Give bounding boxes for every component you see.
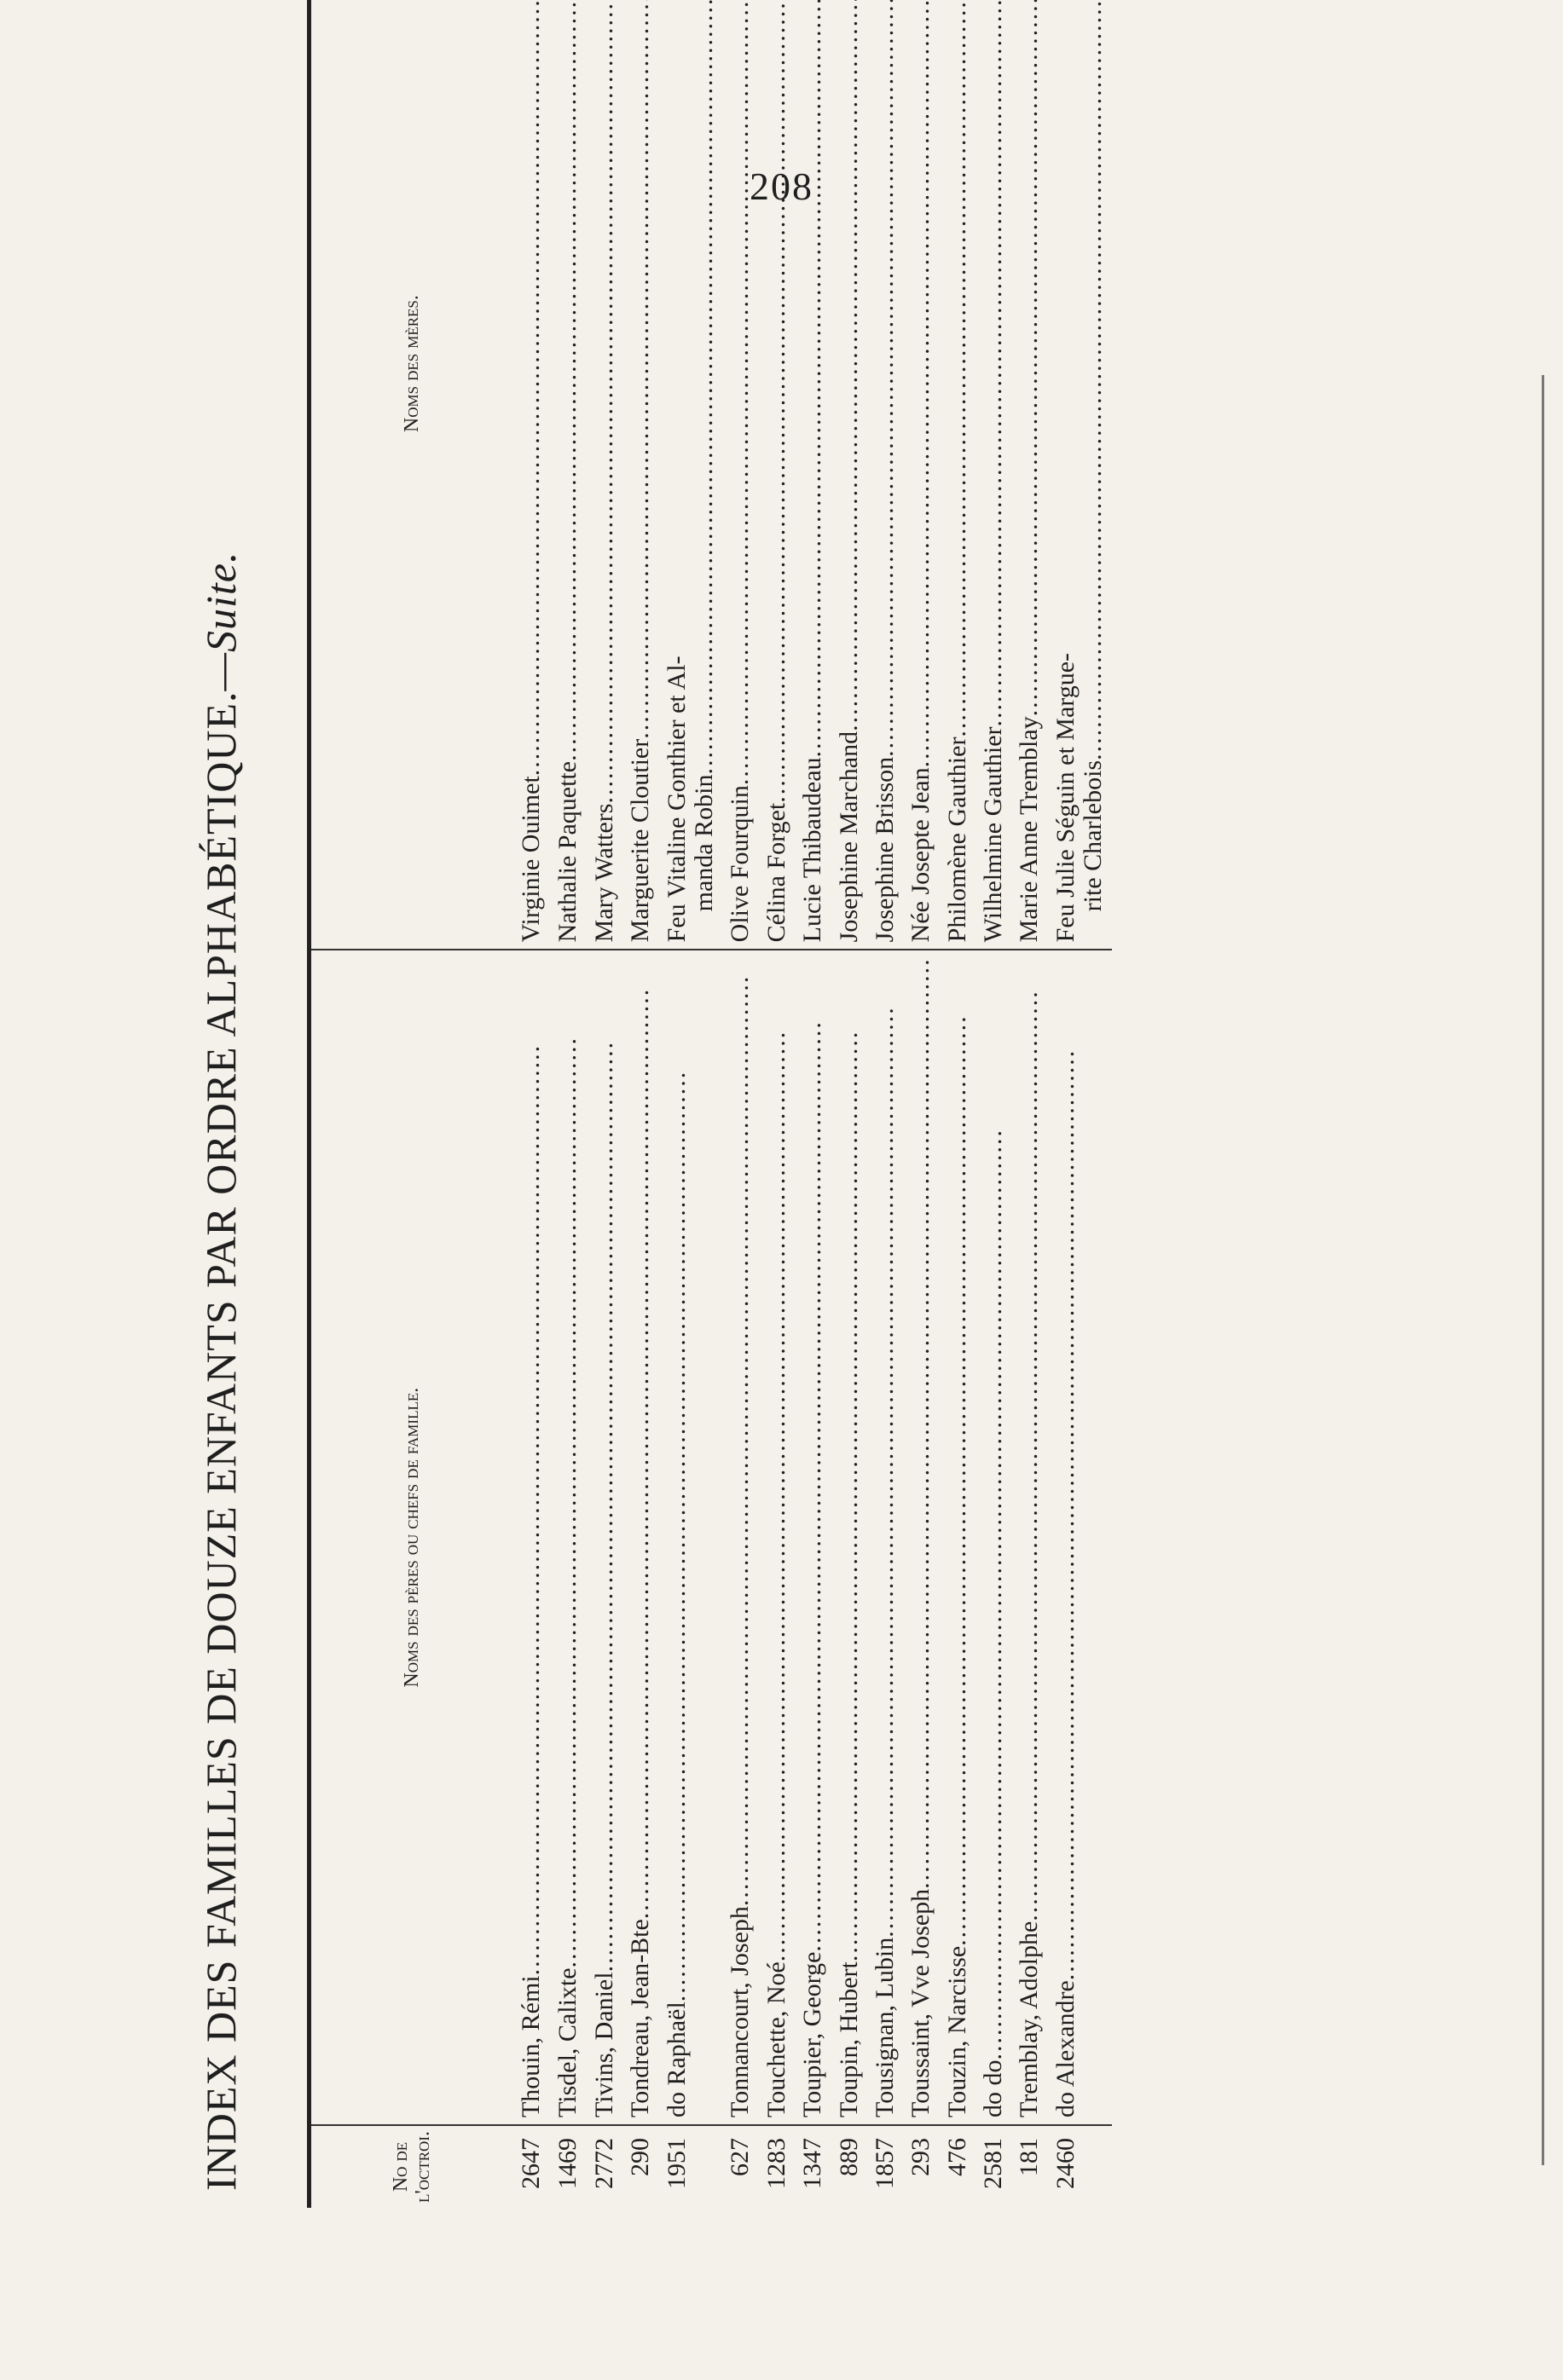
mother-name-continued: manda Robin [689,774,718,912]
grant-number: 1347 [798,2138,827,2190]
table-row [1048,0,1112,2208]
mother-name: Wilhelmine Gauthier [979,726,1008,943]
mother-name: Josephine Brisson [870,756,899,943]
father-name: Tremblay, Adolphe [1015,1921,1044,2118]
father-name: Toussaint, Vve Joseph [906,1888,935,2118]
father-name: Tivins, Daniel [589,1972,618,2118]
rotated-table-block [145,222,1441,2208]
grant-number: 2772 [589,2138,618,2190]
grant-number: 181 [1015,2138,1044,2177]
table-row [622,0,658,2208]
father-name: Toupin, Hubert [834,1961,863,2118]
table-row [831,0,867,2208]
mother-name: Virginie Ouimet [517,776,545,943]
father-name: do Alexandre [1051,1980,1080,2118]
table-row [1011,0,1047,2208]
father-name: Tonnancourt, Joseph [726,1906,755,2118]
table-row [759,0,795,2208]
father-name: do Raphaël [662,2002,691,2118]
table-row [550,0,586,2208]
table-row [513,0,550,2208]
grant-number: 627 [726,2138,755,2177]
title-suffix: —Suite. [197,551,245,691]
table-row [975,0,1011,2208]
table-row [659,0,723,2208]
page-number: 208 [750,165,813,208]
mother-name: Marguerite Cloutier [626,738,655,943]
father-name: Thouin, Rémi [517,1975,545,2118]
father-name: Toupier, George [798,1951,827,2118]
mother-name: Olive Fourquin [726,785,755,943]
father-name: Touzin, Narcisse [942,1945,971,2118]
grant-number: 889 [834,2138,863,2177]
grant-number: 293 [906,2138,935,2177]
grant-number: 2460 [1051,2138,1080,2190]
mother-name: Mary Watters [589,803,618,943]
table-row [940,0,975,2208]
header-no-octroi: No de l'octroi. [389,2131,434,2203]
table-row [722,0,758,2208]
father-name: do do [979,2059,1008,2118]
father-name: Touchette, Noé [761,1961,790,2118]
mother-name: Marie Anne Tremblay [1015,716,1044,943]
title-block [145,222,307,2208]
father-name: Tisdel, Calixte [553,1967,582,2118]
grant-number: 2581 [979,2138,1008,2190]
table-header [310,0,514,2208]
header-meres: Noms des mères. [310,0,514,950]
grant-number: 1469 [553,2138,582,2190]
grant-number: 1951 [662,2138,691,2190]
mother-name: Josephine Marchand [834,731,863,943]
table-row [903,0,939,2208]
table-body [513,0,1112,2208]
mother-name: Feu Julie Séguin et Margue- [1051,652,1080,943]
table-row [867,0,903,2208]
header-peres: Noms des pères ou chefs de famille. [310,950,514,2125]
page-edge-rule [1542,375,1544,2165]
mother-name: Lucie Thibaudeau [798,757,827,943]
table-row [587,0,622,2208]
grant-number: 1857 [870,2138,899,2190]
mother-name: Célina Forget [761,802,790,943]
grant-number: 1283 [761,2138,790,2190]
mother-name: Philomène Gauthier [942,737,971,943]
mother-name: Née Josepte Jean [906,767,935,943]
table-row [795,0,831,2208]
mother-name-continued: rite Charlebois [1079,760,1108,912]
grant-number: 290 [626,2138,655,2177]
father-name: Tousignan, Lubin [870,1937,899,2118]
grant-number: 476 [942,2138,971,2177]
father-name: Tondreau, Jean-Bte [626,1919,655,2118]
grant-number: 2647 [517,2138,545,2190]
families-table [307,0,1112,2208]
mother-name: Nathalie Paquette [553,760,582,943]
mother-name: Feu Vitaline Gonthier et Al- [662,656,691,943]
page-title: INDEX DES FAMILLES DE DOUZE ENFANTS PAR ORDRE ALPHABÉTIQUE. [197,690,245,2191]
